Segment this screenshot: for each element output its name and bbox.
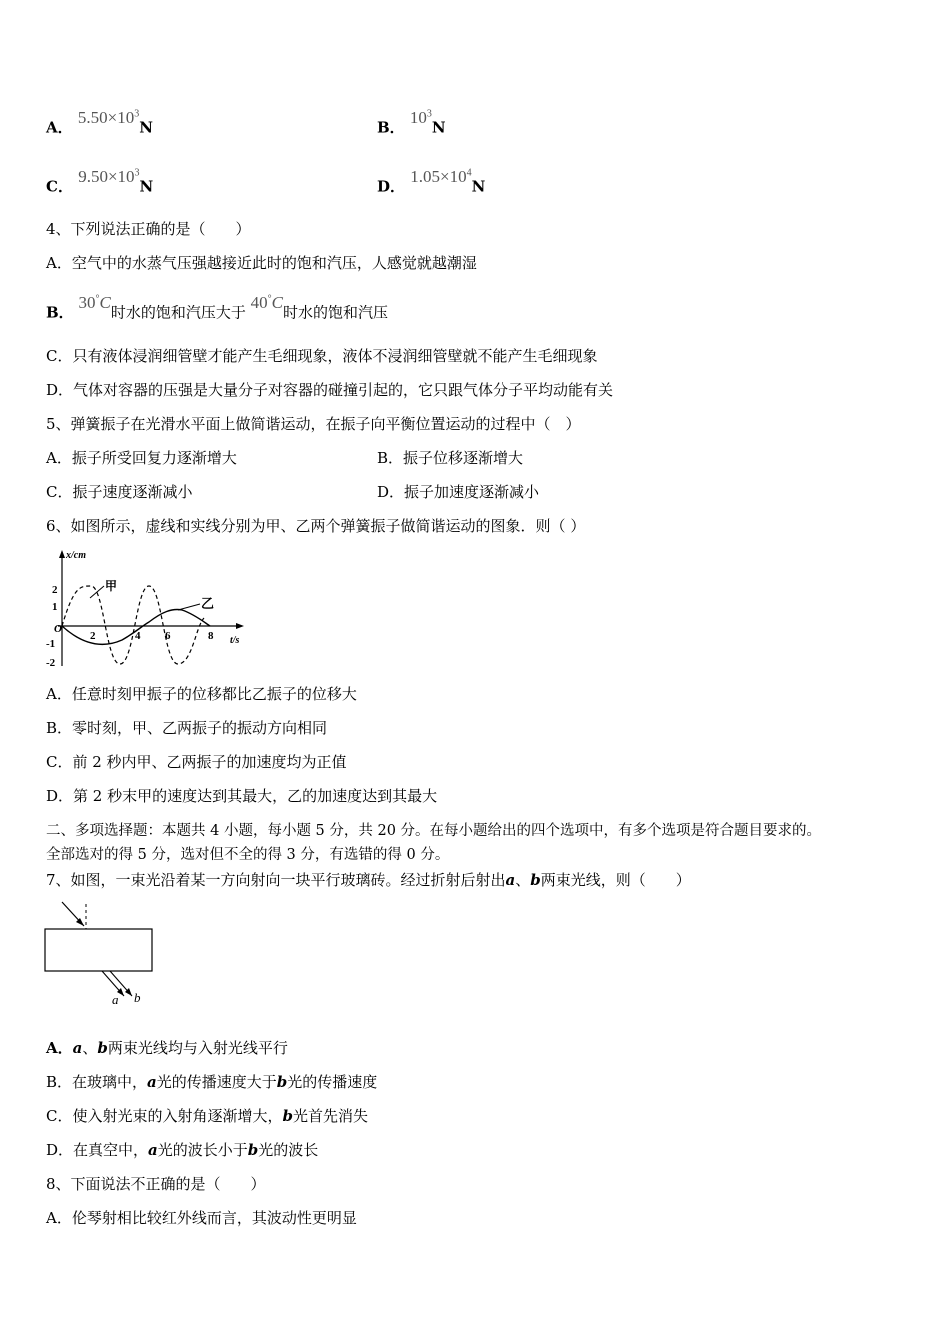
y-tick-neg2: -2 — [46, 657, 56, 669]
var-b: b — [247, 1141, 259, 1159]
label-jia: 甲 — [105, 579, 118, 593]
x-axis-arrow — [236, 623, 244, 629]
q5-option-b: B．振子位移逐渐增大 — [377, 449, 524, 467]
text: 光的波长 — [258, 1141, 319, 1159]
q6-option-b: B．零时刻，甲、乙两振子的振动方向相同 — [46, 719, 328, 737]
var-b: b — [276, 1073, 288, 1091]
var-b: b — [97, 1039, 108, 1057]
var-b: b — [530, 871, 541, 889]
option-label: A． — [46, 1039, 73, 1057]
formula — [410, 108, 432, 127]
formula — [410, 167, 471, 186]
text: B．在玻璃中， — [46, 1073, 148, 1091]
unit: N — [139, 118, 153, 137]
var-b: b — [282, 1107, 293, 1125]
temp-value: 30 — [78, 292, 96, 312]
exponent: 4 — [466, 167, 472, 178]
label-yi: 乙 — [201, 596, 215, 611]
glass-brick — [45, 929, 152, 971]
text: C．使入射光束的入射角逐渐增大， — [46, 1107, 283, 1125]
text: 两束光线均与入射光线平行 — [107, 1039, 288, 1057]
formula — [78, 108, 139, 127]
formula — [78, 167, 139, 186]
text: 光首先消失 — [292, 1107, 368, 1125]
q3-option-a — [46, 107, 153, 138]
q7-glass-brick-figure — [40, 898, 170, 1010]
q3-option-d — [377, 166, 486, 197]
q6-oscillation-graph — [44, 546, 254, 672]
q8-option-a: A．伦琴射相比较红外线而言，其波动性更明显 — [46, 1209, 357, 1227]
degree-sign: ° — [95, 293, 100, 304]
q4-option-c: C．只有液体浸润细管壁才能产生毛细现象，液体不浸润细管壁就不能产生毛细现象 — [46, 347, 598, 365]
text: 时水的饱和汽压 — [282, 303, 388, 322]
exponent: 3 — [426, 108, 432, 119]
base-ten: 10 — [409, 107, 427, 127]
mantissa: 9.50 — [78, 166, 108, 186]
q5-option-c: C．振子速度逐渐减小 — [46, 483, 193, 501]
y-tick-2: 2 — [52, 584, 58, 596]
celsius-symbol: C — [99, 292, 111, 312]
section2-heading: 二、多项选择题：本题共 4 小题，每小题 5 分，共 20 分。在每小题给出的四个选项中，有多个选项是符合题目要求的。 — [46, 823, 822, 839]
q7-option-a — [46, 1038, 288, 1058]
unit: N — [471, 177, 486, 196]
q7-stem — [46, 870, 691, 890]
q8-stem: 8、下面说法不正确的是（ ） — [46, 1175, 266, 1193]
celsius-symbol: C — [271, 292, 283, 312]
q6-option-a: A．任意时刻甲振子的位移都比乙振子的位移大 — [46, 685, 357, 703]
x-axis-label: t/s — [230, 635, 240, 646]
fig-label-b: b — [134, 990, 141, 1005]
var-a: a — [72, 1039, 83, 1057]
q6-option-c: C．前 2 秒内甲、乙两振子的加速度均为正值 — [46, 753, 347, 771]
x-tick-8: 8 — [208, 630, 214, 642]
x-tick-4: 4 — [135, 630, 141, 642]
text: 光的传播速度大于 — [156, 1073, 277, 1091]
text: 7、如图，一束光沿着某一方向射向一块平行玻璃砖。经过折射后射出 — [46, 871, 506, 889]
degree-sign: ° — [267, 293, 272, 304]
q7-option-b — [46, 1072, 377, 1092]
fig-label-a: a — [112, 992, 119, 1007]
q3-option-b — [377, 107, 446, 138]
unit: N — [431, 118, 446, 137]
option-label: B． — [46, 303, 74, 322]
q4-option-d: D．气体对容器的压强是大量分子对容器的碰撞引起的，它只跟气体分子平均动能有关 — [46, 381, 614, 399]
y-axis-arrow — [59, 550, 65, 558]
q7-option-c — [46, 1106, 368, 1126]
var-a: a — [147, 1073, 157, 1091]
q4-option-a: A．空气中的水蒸气压强越接近此时的饱和汽压，人感觉就越潮湿 — [46, 254, 477, 272]
text: 光的波长小于 — [157, 1141, 248, 1159]
q6-stem: 6、如图所示，虚线和实线分别为甲、乙两个弹簧振子做简谐运动的图象．则（ ） — [46, 517, 586, 535]
q4-stem: 4、下列说法正确的是（ ） — [46, 220, 251, 238]
times-ten: ×10 — [107, 107, 135, 127]
y-tick-neg1: -1 — [46, 638, 56, 650]
temp-value: 40 — [250, 292, 268, 312]
q6-option-d: D．第 2 秒末甲的速度达到其最大，乙的加速度达到其最大 — [46, 787, 438, 805]
exponent: 3 — [134, 108, 140, 119]
curve-jia-dashed — [62, 586, 204, 664]
option-label: C． — [46, 177, 73, 196]
q3-option-c — [46, 166, 154, 197]
text: 、 — [82, 1039, 98, 1057]
option-label: D． — [377, 177, 406, 196]
temp-30 — [78, 293, 110, 312]
yi-pointer — [178, 604, 200, 610]
section2-scoring: 全部选对的得 5 分，选对但不全的得 3 分，有选错的得 0 分。 — [46, 847, 450, 863]
var-a: a — [148, 1141, 158, 1159]
exponent: 3 — [134, 167, 140, 178]
q5-option-a: A．振子所受回复力逐渐增大 — [46, 449, 237, 467]
origin-label: O — [54, 623, 62, 635]
option-label: B． — [377, 118, 405, 137]
jia-pointer — [90, 586, 104, 598]
mantissa: 5.50 — [77, 107, 108, 127]
text: D．在真空中， — [46, 1141, 149, 1159]
mantissa: 1.05 — [410, 166, 440, 186]
unit: N — [139, 177, 154, 196]
text: 光的传播速度 — [287, 1073, 378, 1091]
q4-option-b — [46, 292, 388, 323]
y-axis-label: x/cm — [66, 550, 86, 561]
var-a: a — [505, 871, 516, 889]
x-tick-2: 2 — [90, 630, 96, 642]
q5-stem: 5、弹簧振子在光滑水平面上做简谐运动，在振子向平衡位置运动的过程中（ ） — [46, 415, 581, 433]
y-tick-1: 1 — [52, 601, 58, 613]
q7-option-d — [46, 1140, 318, 1160]
text: 、 — [515, 871, 531, 889]
times-ten: ×10 — [107, 166, 135, 186]
x-tick-6: 6 — [165, 630, 171, 642]
q5-option-d: D．振子加速度逐渐减小 — [377, 483, 540, 501]
option-label: A． — [46, 118, 73, 137]
text: 两束光线，则（ ） — [540, 871, 691, 889]
text: 时水的饱和汽压大于 — [110, 303, 246, 322]
times-ten: ×10 — [440, 166, 467, 186]
temp-40 — [251, 293, 283, 312]
